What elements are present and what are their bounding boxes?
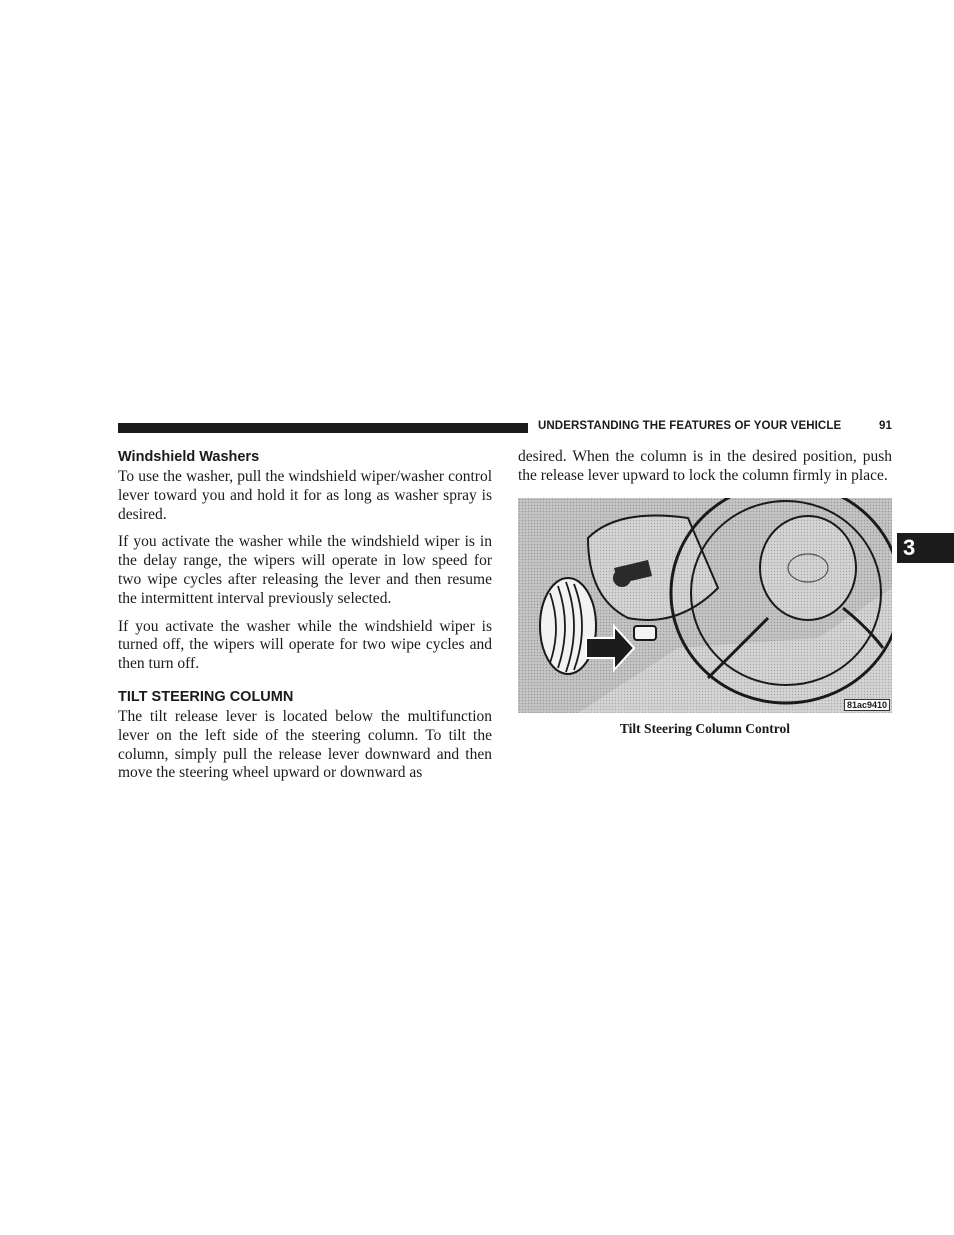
tilt-paragraph-continued: desired. When the column is in the desired position, push the release lever upward to lock the column firmly in place. bbox=[518, 448, 892, 484]
figure-code: 81ac9410 bbox=[844, 699, 890, 711]
right-column bbox=[518, 448, 892, 737]
header-rule bbox=[118, 423, 528, 433]
washers-paragraph-3: If you activate the washer while the windshield wiper is turned off, the wipers will operate for two wipe cycles and then turn off. bbox=[118, 617, 492, 673]
chapter-tab: 3 bbox=[897, 533, 954, 563]
running-header bbox=[538, 420, 892, 432]
tilt-paragraph-1: The tilt release lever is located below the multifunction lever on the left side of the steering column. To tilt the column, simply pull the release lever downward and then move the steering wheel upward or downward as bbox=[118, 707, 492, 782]
steering-illustration-svg bbox=[518, 498, 892, 713]
tilt-heading: TILT STEERING COLUMN bbox=[118, 688, 294, 705]
figure-caption: Tilt Steering Column Control bbox=[619, 720, 791, 736]
running-title: UNDERSTANDING THE FEATURES OF YOUR VEHICLE bbox=[538, 420, 842, 432]
left-column bbox=[118, 448, 492, 792]
steering-column-illustration bbox=[518, 498, 892, 713]
washers-heading: Windshield Washers bbox=[118, 449, 260, 465]
washers-paragraph-2: If you activate the washer while the windshield wiper is in the delay range, the wipers will operate in low speed for two wipe cycles after releasing the lever and then resume the intermittent interval previously selected. bbox=[118, 533, 492, 607]
page-number: 91 bbox=[879, 420, 892, 432]
washers-paragraph-1: To use the washer, pull the windshield wiper/washer control lever toward you and hold it for as long as washer spray is desired. bbox=[118, 468, 492, 523]
